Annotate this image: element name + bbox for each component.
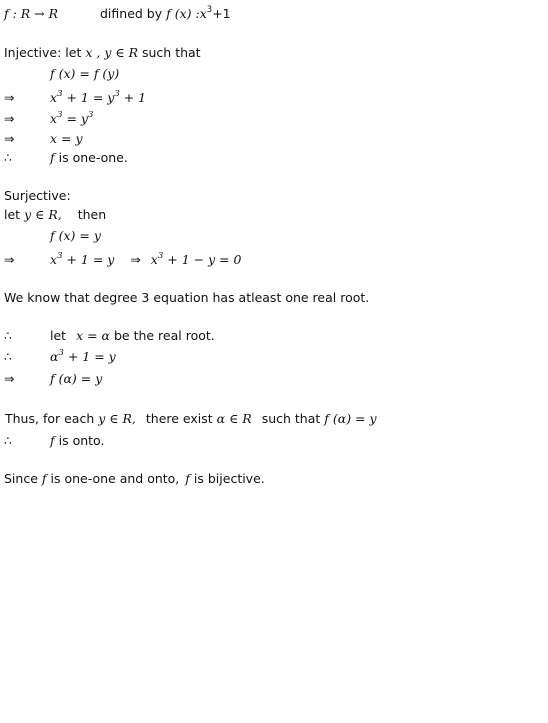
definition-exponent: 3 — [206, 5, 213, 15]
implies-symbol: ⇒ — [130, 252, 141, 267]
injective-conclusion-var: f — [50, 150, 55, 165]
root-let: let — [50, 328, 67, 343]
step-3-x: x — [50, 111, 58, 126]
thus-equation: f (α) = y — [324, 411, 377, 426]
implies-symbol: ⇒ — [4, 252, 15, 267]
thus-text: Thus, for each — [5, 411, 95, 426]
thus-such-that: such that — [261, 411, 321, 426]
definition-tail: +1 — [212, 6, 231, 21]
injective-step-4: x = y — [50, 131, 83, 146]
step-3-exp-1: 3 — [57, 110, 63, 120]
onto-text: is onto. — [54, 433, 105, 448]
surjective-conclusion — [50, 433, 104, 449]
implies-symbol: ⇒ — [4, 371, 15, 386]
surj-step-2-x2: x — [150, 252, 158, 267]
surjective-let: let — [4, 207, 21, 222]
surjective-thus-line — [5, 411, 377, 427]
final-conclusion — [4, 471, 265, 487]
alpha-rest: + 1 = y — [63, 349, 116, 364]
surjective-root-line — [50, 328, 215, 344]
therefore-symbol: ∴ — [4, 150, 12, 165]
conclusion-f1: f — [41, 471, 47, 486]
step-2-end: + 1 — [119, 90, 147, 105]
exist-text: there exist — [145, 411, 213, 426]
injective-heading: Injective: let — [4, 45, 82, 60]
injective-vars: x , y ∈ R — [85, 45, 138, 60]
thus-var: y ∈ R, — [98, 411, 136, 426]
alpha-exp: 3 — [58, 348, 64, 358]
surjective-f-alpha: f (α) = y — [50, 371, 103, 386]
onto-var: f — [50, 433, 55, 448]
since-text: Since — [4, 471, 38, 486]
therefore-symbol: ∴ — [4, 433, 12, 448]
therefore-symbol: ∴ — [4, 349, 12, 364]
surjective-then: then — [77, 207, 107, 222]
step-3-mid: = y — [62, 111, 88, 126]
injective-conclusion — [50, 150, 128, 166]
alpha-in-r: α ∈ R — [216, 411, 252, 426]
step-2-exp-2: 3 — [114, 89, 120, 99]
injective-step-2 — [50, 90, 146, 106]
root-text: be the real root. — [113, 328, 215, 343]
step-3-exp-2: 3 — [87, 110, 94, 120]
therefore-symbol: ∴ — [4, 328, 12, 343]
step-2-exp-1: 3 — [57, 89, 63, 99]
definition-function: f (x) :x — [166, 6, 207, 21]
alpha-base: α — [50, 349, 59, 364]
injective-step-1: f (x) = f (y) — [50, 66, 120, 81]
surj-step-2-exp-2: 3 — [157, 251, 164, 261]
conclusion-f2: f — [185, 471, 190, 486]
implies-symbol: ⇒ — [4, 90, 15, 105]
implies-symbol: ⇒ — [4, 111, 15, 126]
injective-conclusion-text: is one-one. — [54, 150, 128, 165]
step-2-mid: + 1 = y — [62, 90, 115, 105]
surj-step-2-mid: + 1 = y — [62, 252, 115, 267]
surjective-remark: We know that degree 3 equation has atleast one real root. — [4, 290, 370, 305]
step-2-x: x — [50, 90, 58, 105]
surjective-heading: Surjective: — [4, 188, 71, 203]
surjective-alpha-step — [50, 349, 116, 365]
surjective-step-1: f (x) = y — [50, 228, 101, 243]
definition-line — [4, 6, 231, 22]
surj-step-2-exp-1: 3 — [57, 251, 63, 261]
surj-step-2-x: x — [50, 252, 58, 267]
injective-step-3 — [50, 111, 93, 127]
injective-such-that: such that — [141, 45, 201, 60]
surjective-var: y ∈ R, — [24, 207, 62, 222]
surj-step-2-end: + 1 − y = 0 — [163, 252, 242, 267]
surjective-step-2 — [50, 252, 242, 268]
root-equation: x = α — [76, 328, 110, 343]
definition-word: difined by — [100, 6, 163, 21]
implies-symbol: ⇒ — [4, 131, 15, 146]
surjective-let-line — [4, 207, 106, 223]
conclusion-end: is bijective. — [189, 471, 265, 486]
conclusion-mid: is one-one and onto, — [46, 471, 180, 486]
definition-mapping: f : R → R — [4, 6, 59, 21]
injective-heading-line — [4, 45, 201, 61]
